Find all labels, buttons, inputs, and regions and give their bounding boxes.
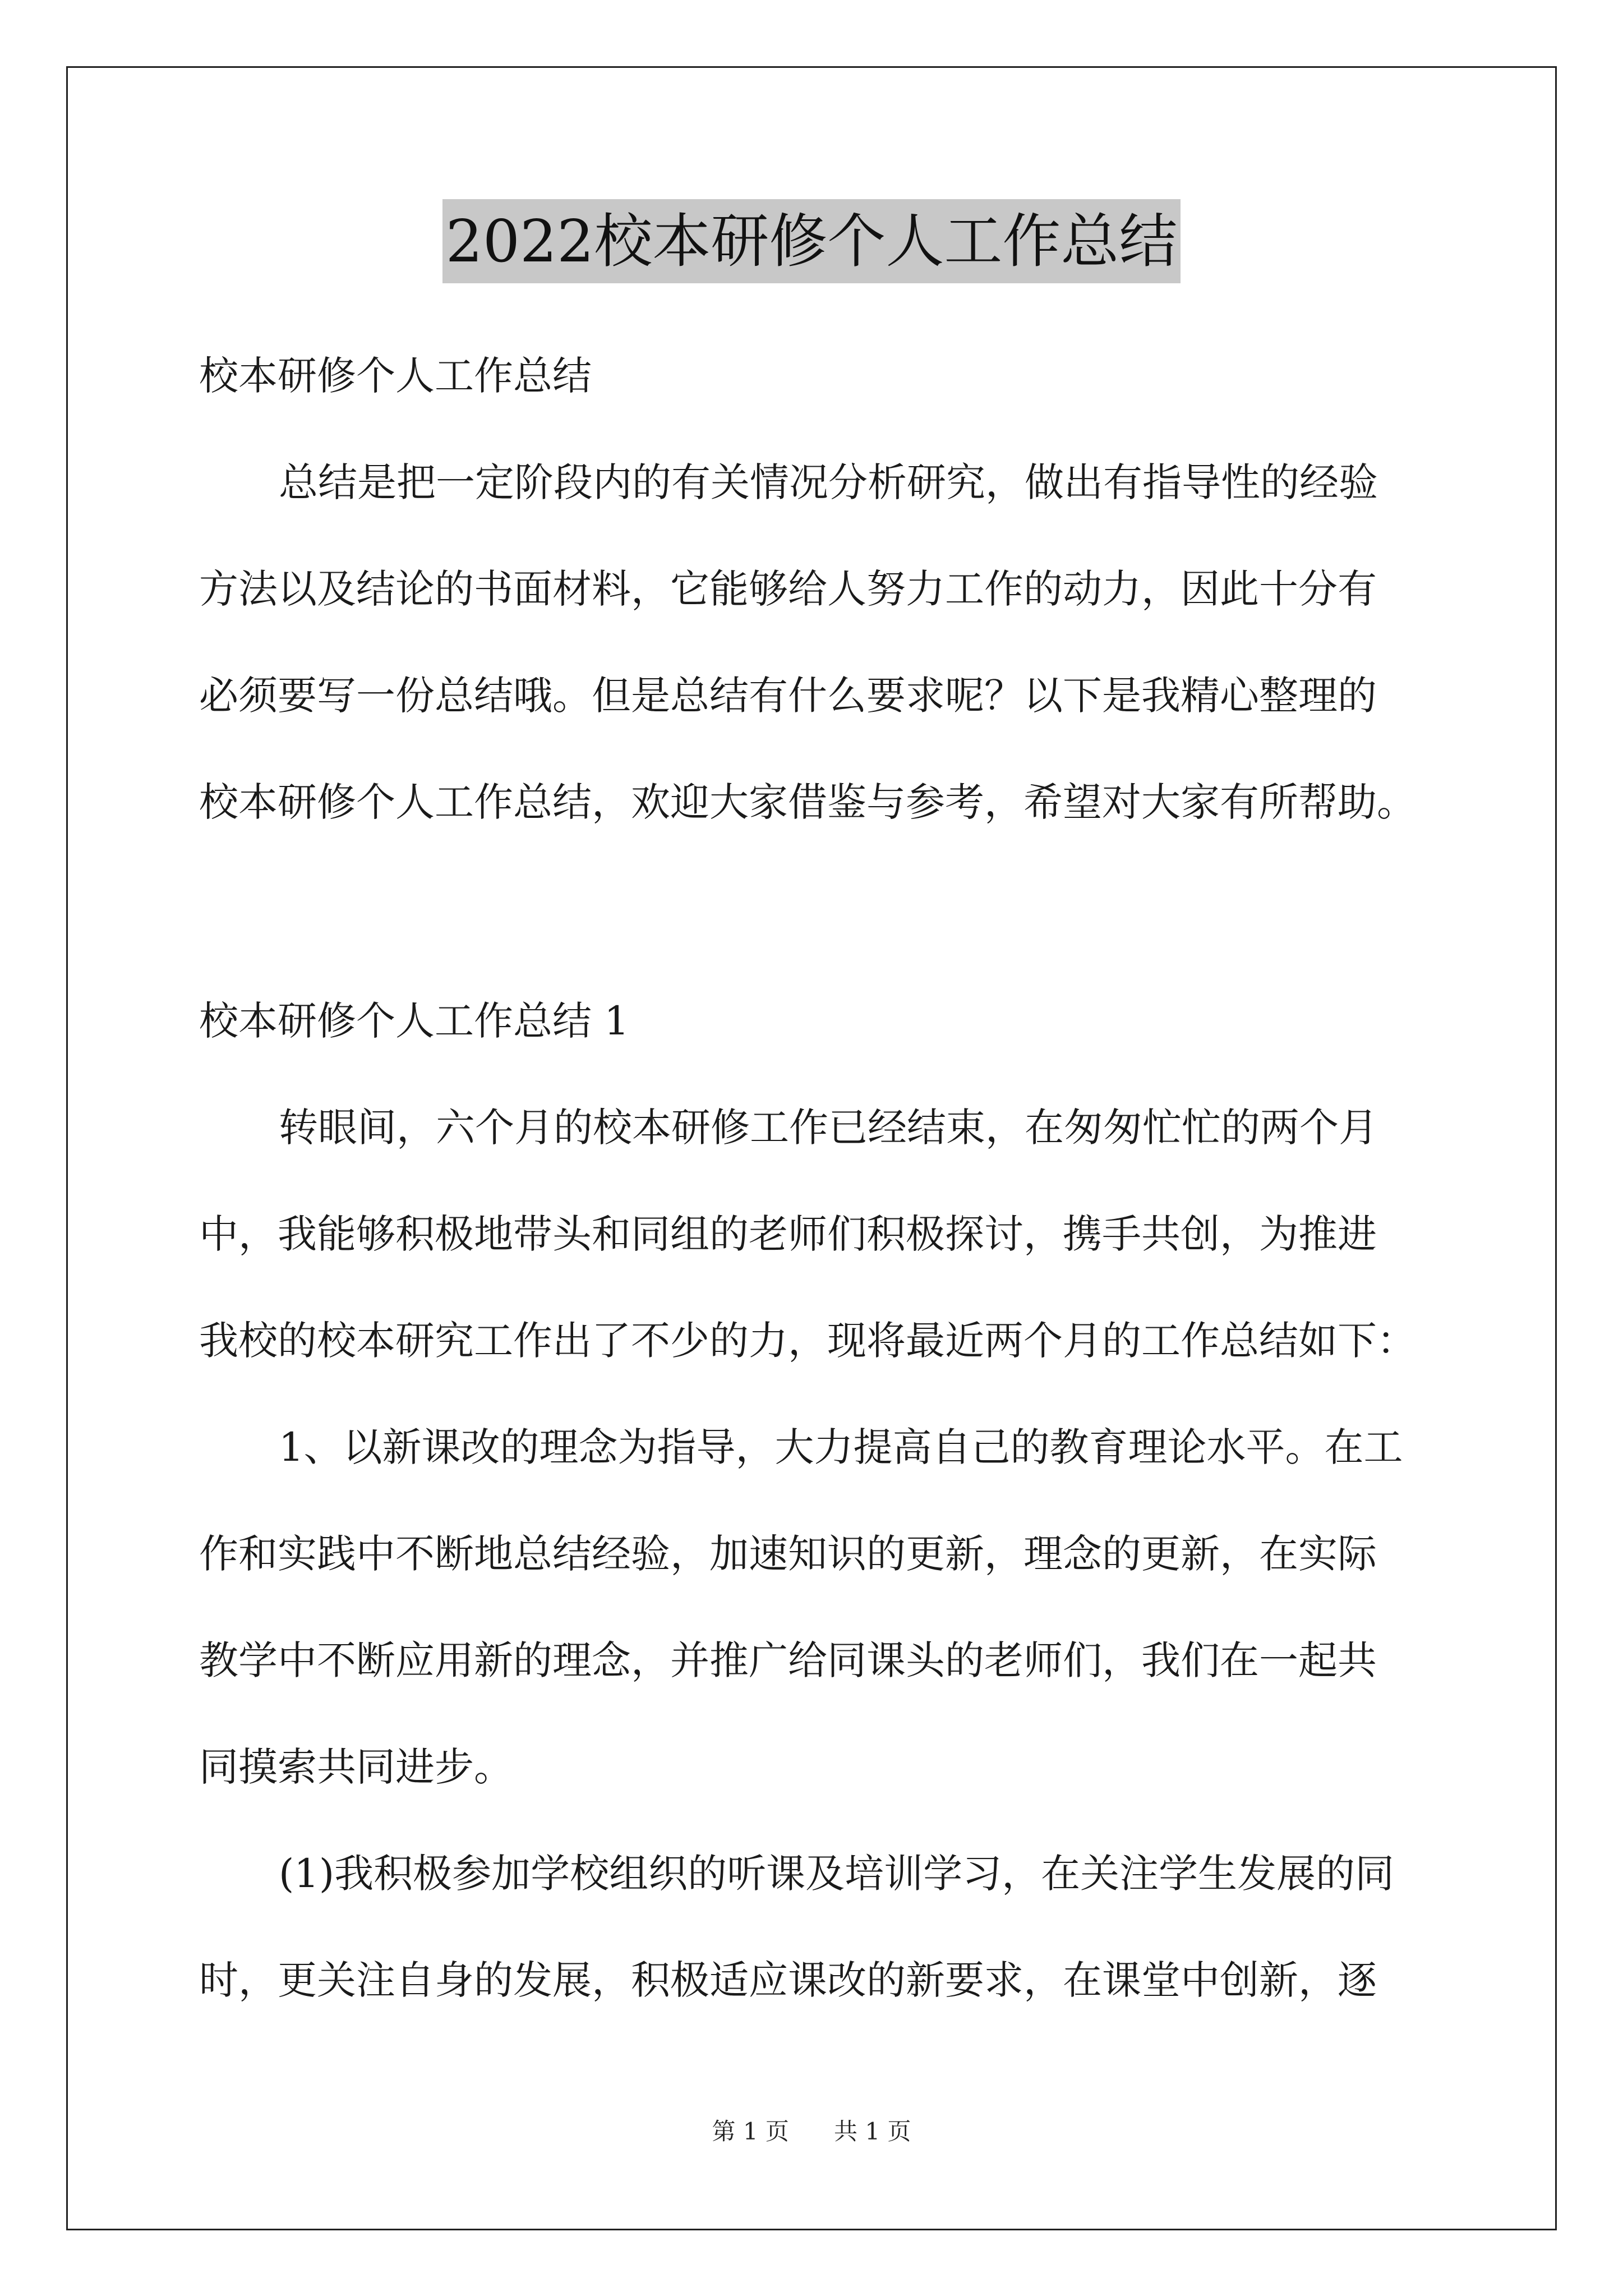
paragraph-line: 作和实践中不断地总结经验，加速知识的更新，理念的更新，在实际	[199, 1531, 1377, 1577]
paragraph-line: 我校的校本研究工作出了不少的力，现将最近两个月的工作总结如下：	[199, 1318, 1416, 1364]
paragraph-line: 教学中不断应用新的理念，并推广给同课头的老师们，我们在一起共	[199, 1637, 1377, 1683]
document-title: 2022校本研修个人工作总结	[442, 199, 1181, 283]
paragraph-line: 总结是把一定阶段内的有关情况分析研究，做出有指导性的经验	[279, 459, 1378, 505]
paragraph-line: 同摸索共同进步。	[199, 1744, 513, 1790]
paragraph-line: 中，我能够积极地带头和同组的老师们积极探讨，携手共创，为推进	[199, 1211, 1377, 1257]
paragraph-line: 必须要写一份总结哦。但是总结有什么要求呢？以下是我精心整理的	[199, 673, 1377, 719]
page-footer	[0, 2115, 1623, 2148]
paragraph-line: 1、以新课改的理念为指导，大力提高自己的教育理论水平。在工	[279, 1424, 1403, 1470]
page-total: 共 1 页	[834, 2118, 911, 2145]
page-number: 第 1 页	[712, 2118, 789, 2145]
paragraph-line: (1)我积极参加学校组织的听课及培训学习，在关注学生发展的同	[279, 1851, 1395, 1897]
subtitle-line: 校本研修个人工作总结	[199, 353, 592, 399]
paragraph-line: 校本研修个人工作总结，欢迎大家借鉴与参考，希望对大家有所帮助。	[199, 779, 1416, 825]
title-container	[0, 199, 1623, 283]
section-heading: 校本研修个人工作总结 1	[199, 998, 629, 1044]
paragraph-line: 时，更关注自身的发展，积极适应课改的新要求，在课堂中创新，逐	[199, 1957, 1377, 2003]
paragraph-line: 转眼间，六个月的校本研修工作已经结束，在匆匆忙忙的两个月	[279, 1105, 1378, 1151]
paragraph-line: 方法以及结论的书面材料，它能够给人努力工作的动力，因此十分有	[199, 566, 1377, 612]
